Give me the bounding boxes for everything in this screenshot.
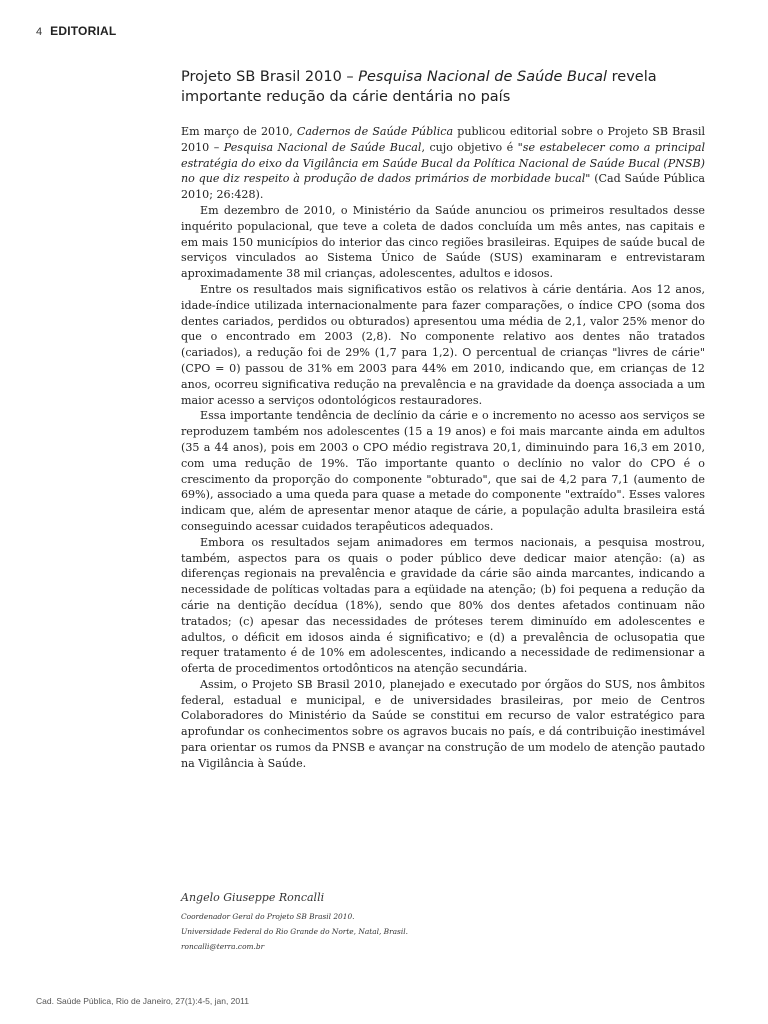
- paragraph-3: Entre os resultados mais significativos estão os relativos à cárie dentária. Aos 12 anos, idade-índice utilizada internacionalmente para fazer comparações, o índice CPO (soma dos dentes cariados, perdidos ou obturados) apresentou uma média de 2,1, valor 25% menor do que o encontrado em 2003 (2,8). No componente relativo aos dentes não tratados (cariados), a redução foi de 29% (1,7 para 1,2). O percentual de crianças "livres de cárie" (CPO = 0) passou de 31% em 2003 para 44% em 2010, indicando que, em crianças de 12 anos, ocorreu significativa redução na prevalência e na gravidade da doença associada a um maior acesso a serviços odontológicos restauradores.: [181, 282, 705, 407]
- p1-quote: se estabelecer como a principal estratégia do eixo da Vigilância em Saúde Bucal da Política Nacional de Saúde Bucal (PNSB) no que diz respeito à produção de dados primários de morbidade bucal: [181, 140, 705, 186]
- author-affiliation: Universidade Federal do Rio Grande do Norte, Natal, Brasil.: [181, 927, 408, 936]
- paragraph-6: Assim, o Projeto SB Brasil 2010, planejado e executado por órgãos do SUS, nos âmbitos federal, estadual e municipal, e de universidades brasileiras, por meio de Centros Colaboradores do Ministério da Saúde se constitui em recurso de valor estratégico para aprofundar os conhecimentos sobre os agravos bucais no país, e dá contribuição inestimável para orientar os rumos da PNSB e avançar na construção de um modelo de atenção pautado na Vigilância à Saúde.: [181, 677, 705, 770]
- page-number: 4: [36, 26, 43, 38]
- paragraph-5: Embora os resultados sejam animadores em termos nacionais, a pesquisa mostrou, também, aspectos para os quais o poder público deve dedicar maior atenção: (a) as diferenças regionais na prevalência e gravidade da cárie são ainda marcantes, indicando a necessidade de políticas voltadas para a eqüidade na atenção; (b) foi pequena a redução da cárie na dentição decídua (18%), sendo que 80% dos dentes afetados continuam não tratados; (c) apesar das necessidades de próteses terem diminuído em adolescentes e adultos, o déficit em idosos ainda é significativo; e (d) a prevalência de oclusopatia que requer tratamento é de 10% em adolescentes, indicando a necessidade de redimensionar a oferta de procedimentos ortodônticos na atenção secundária.: [181, 535, 705, 676]
- title-part-1: Projeto SB Brasil 2010 –: [181, 69, 359, 85]
- p1-survey-name: Pesquisa Nacional de Saúde Bucal: [223, 140, 422, 154]
- p1-text-g: " (Cad Saúde Pública 2010; 26:428).: [181, 172, 705, 202]
- paragraph-2: Em dezembro de 2010, o Ministério da Saúde anunciou os primeiros resultados desse inquérito populacional, que teve a coleta de dados concluída um mês antes, nas capitais e em mais 150 municípios do interior das cinco regiões brasileiras. Equipes de saúde bucal de serviços vinculados ao Sistema Único de Saúde (SUS) examinaram e entrevistaram aproximadamente 38 mil crianças, adolescentes, adultos e idosos.: [181, 203, 705, 281]
- p1-text-a: Em março de 2010,: [181, 125, 297, 138]
- section-label: EDITORIAL: [50, 24, 117, 38]
- author-name: Angelo Giuseppe Roncalli: [181, 891, 325, 904]
- title-part-2: Pesquisa Nacional de Saúde Bucal: [358, 69, 608, 85]
- page-footer-citation: Cad. Saúde Pública, Rio de Janeiro, 27(1):4-5, jan, 2011: [36, 996, 249, 1006]
- author-signature: [181, 890, 601, 954]
- p1-text-e: , cujo objetivo é ": [421, 140, 523, 154]
- paragraph-1: [181, 124, 705, 203]
- p1-journal-name: Cadernos de Saúde Pública: [296, 125, 454, 138]
- p1-text-c: publicou editorial sobre o Projeto SB Brasil 2010 –: [181, 125, 705, 154]
- article-body: [181, 124, 705, 772]
- author-role: Coordenador Geral do Projeto SB Brasil 2010.: [181, 912, 355, 921]
- running-header: [36, 24, 116, 40]
- title-part-3: revela importante redução da cárie dentária no país: [181, 69, 657, 105]
- paragraph-4: Essa importante tendência de declínio da cárie e o incremento no acesso aos serviços se reproduzem também nos adolescentes (15 a 19 anos) e foi mais marcante ainda em adultos (35 a 44 anos), pois em 2003 o CPO médio registrava 20,1, diminuindo para 16,3 em 2010, com uma redução de 19%. Tão importante quanto o declínio no valor do CPO é o crescimento da proporção do componente "obturado", que sai de 4,2 para 7,1 (aumento de 69%), associado a uma queda para quase a metade do componente "extraído". Esses valores indicam que, além de apresentar menor ataque de cárie, a população adulta brasileira está conseguindo acessar cuidados terapêuticos adequados.: [181, 409, 705, 533]
- article-title: [181, 67, 721, 107]
- author-email: roncalli@terra.com.br: [181, 942, 265, 951]
